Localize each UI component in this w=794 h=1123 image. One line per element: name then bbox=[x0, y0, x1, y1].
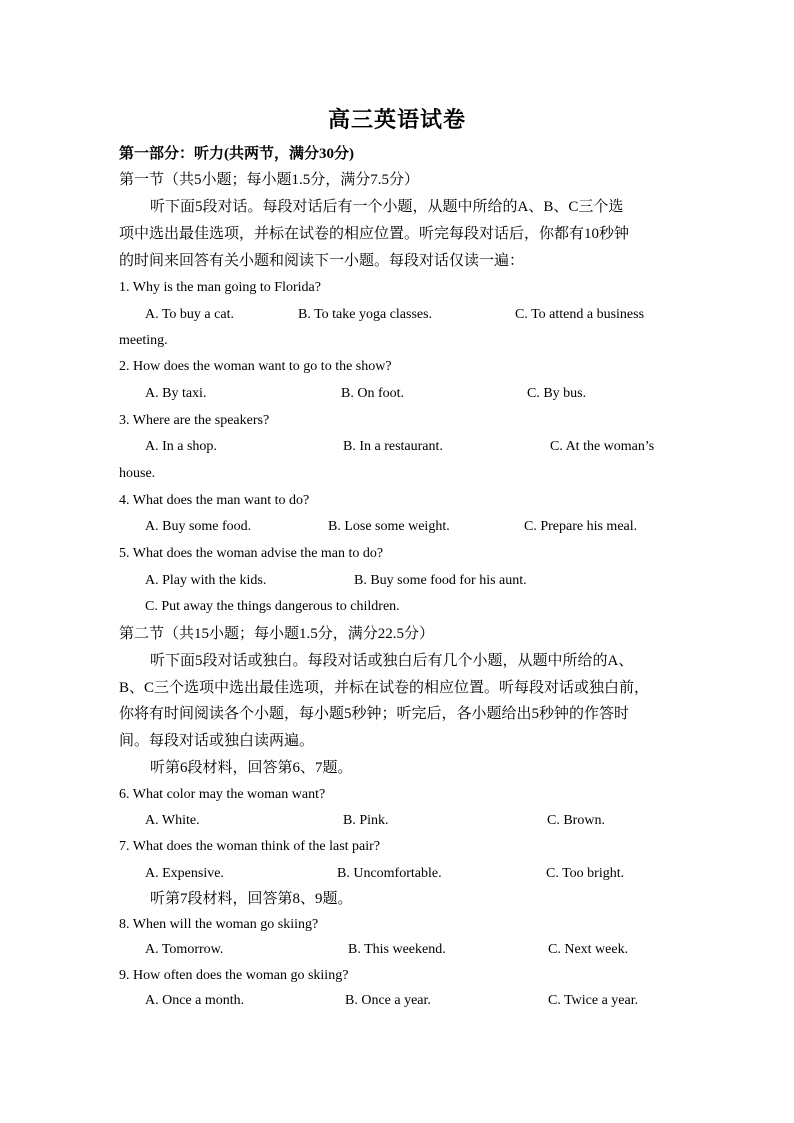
q4-option-a: A. Buy some food. bbox=[145, 519, 252, 534]
part1-heading: 第一部分：听力(共两节，满分30分) bbox=[119, 146, 354, 162]
q7-option-a: A. Expensive. bbox=[145, 866, 224, 881]
question-5: 5. What does the woman advise the man to do? bbox=[119, 546, 384, 561]
question-6: 6. What color may the woman want? bbox=[119, 787, 326, 802]
q6-option-a: A. White. bbox=[145, 813, 200, 828]
q8-option-c: C. Next week. bbox=[548, 942, 629, 957]
material-7-note: 听第7段材料，回答第8、9题。 bbox=[150, 891, 353, 907]
q8-option-b: B. This weekend. bbox=[348, 942, 446, 957]
q2-option-b: B. On foot. bbox=[341, 386, 404, 401]
section2-instruction-line: 间。每段对话或独白读两遍。 bbox=[119, 733, 315, 749]
q7-option-b: B. Uncomfortable. bbox=[337, 866, 442, 881]
q5-option-c: C. Put away the things dangerous to children. bbox=[145, 599, 400, 614]
q9-option-c: C. Twice a year. bbox=[548, 993, 639, 1008]
section1-instruction-line: 听下面5段对话。每段对话后有一个小题，从题中所给的A、B、C三个选 bbox=[150, 199, 624, 215]
q8-option-a: A. Tomorrow. bbox=[145, 942, 224, 957]
section2-instruction-line: 你将有时间阅读各个小题，每小题5秒钟；听完后，各小题给出5秒钟的作答时 bbox=[119, 706, 630, 722]
q9-option-a: A. Once a month. bbox=[145, 993, 245, 1008]
question-9: 9. How often does the woman go skiing? bbox=[119, 968, 349, 983]
section2-heading: 第二节（共15小题；每小题1.5分，满分22.5分） bbox=[119, 626, 435, 642]
question-2: 2. How does the woman want to go to the show? bbox=[119, 359, 392, 374]
q1-option-a: A. To buy a cat. bbox=[145, 307, 234, 322]
q6-option-c: C. Brown. bbox=[547, 813, 605, 828]
q3-option-b: B. In a restaurant. bbox=[343, 439, 443, 454]
section2-instruction-line: 听下面5段对话或独白。每段对话或独白后有几个小题，从题中所给的A、 bbox=[150, 653, 634, 669]
q4-option-b: B. Lose some weight. bbox=[328, 519, 450, 534]
q3-option-a: A. In a shop. bbox=[145, 439, 217, 454]
q9-option-b: B. Once a year. bbox=[345, 993, 431, 1008]
q3-option-c-continued: house. bbox=[119, 466, 156, 481]
q1-option-b: B. To take yoga classes. bbox=[298, 307, 433, 322]
section1-instruction-line: 项中选出最佳选项，并标在试卷的相应位置。听完每段对话后，你都有10秒钟 bbox=[119, 226, 630, 242]
q7-option-c: C. Too bright. bbox=[546, 866, 625, 881]
q1-option-c: C. To attend a business bbox=[515, 307, 645, 322]
q2-option-c: C. By bus. bbox=[527, 386, 587, 401]
question-8: 8. When will the woman go skiing? bbox=[119, 917, 319, 932]
q5-option-a: A. Play with the kids. bbox=[145, 573, 267, 588]
page-title: 高三英语试卷 bbox=[327, 107, 466, 132]
q4-option-c: C. Prepare his meal. bbox=[524, 519, 638, 534]
question-3: 3. Where are the speakers? bbox=[119, 413, 270, 428]
section2-instruction-line: B、C三个选项中选出最佳选项，并标在试卷的相应位置。听每段对话或独白前， bbox=[119, 680, 650, 696]
material-6-note: 听第6段材料，回答第6、7题。 bbox=[150, 760, 353, 776]
question-1: 1. Why is the man going to Florida? bbox=[119, 280, 321, 295]
question-7: 7. What does the woman think of the last pair? bbox=[119, 839, 381, 854]
section1-instruction-line: 的时间来回答有关小题和阅读下一小题。每段对话仅读一遍： bbox=[119, 253, 525, 269]
q6-option-b: B. Pink. bbox=[343, 813, 389, 828]
section1-heading: 第一节（共5小题；每小题1.5分，满分7.5分） bbox=[119, 172, 420, 188]
q2-option-a: A. By taxi. bbox=[145, 386, 207, 401]
q5-option-b: B. Buy some food for his aunt. bbox=[354, 573, 527, 588]
q3-option-c: C. At the woman’s bbox=[550, 439, 655, 454]
question-4: 4. What does the man want to do? bbox=[119, 493, 310, 508]
q1-option-c-continued: meeting. bbox=[119, 333, 168, 348]
